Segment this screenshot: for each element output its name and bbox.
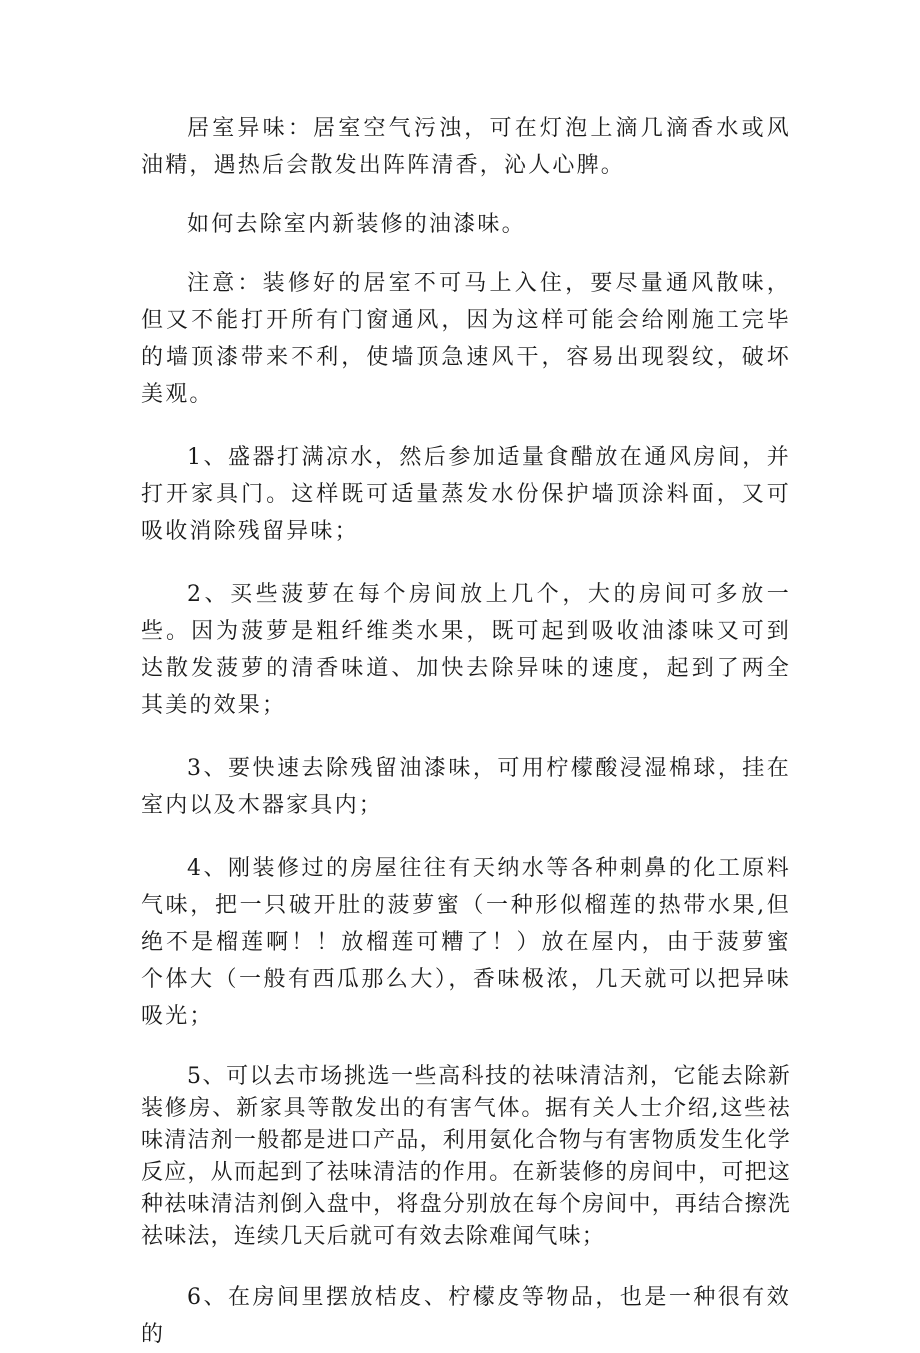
paragraph-step-2: 2、买些菠萝在每个房间放上几个，大的房间可多放一些。因为菠萝是粗纤维类水果，既可起到吸收油漆味又可到达散发菠萝的清香味道、加快去除异味的速度，起到了两全其美的效果； (141, 582, 791, 718)
paragraph-step-6: 6、在房间里摆放桔皮、柠檬皮等物品，也是一种很有效的 (141, 1285, 791, 1347)
paragraph-paint-odor-heading: 如何去除室内新装修的油漆味。 (187, 212, 526, 237)
paragraph-step-3: 3、要快速去除残留油漆味，可用柠檬酸浸湿棉球，挂在室内以及木器家具内； (141, 756, 791, 818)
paragraph-room-odor: 居室异味：居室空气污浊，可在灯泡上滴几滴香水或风油精，遇热后会散发出阵阵清香，沁人心脾。 (141, 116, 791, 178)
paragraph-step-4: 4、刚装修过的房屋往往有天纳水等各种刺鼻的化工原料气味，把一只破开肚的菠萝蜜（一种形似榴莲的热带水果,但绝不是榴莲啊！！放榴莲可糟了！）放在屋内，由于菠萝蜜个体大（一般有西瓜那么大），香味极浓，几天就可以把异味吸光； (141, 856, 791, 1029)
document-body (141, 110, 791, 1353)
paragraph-step-1: 1、盛器打满凉水，然后参加适量食醋放在通风房间，并打开家具门。这样既可适量蒸发水份保护墙顶涂料面，又可吸收消除残留异味； (141, 445, 791, 544)
paragraph-step-5: 5、可以去市场挑选一些高科技的祛味清洁剂，它能去除新装修房、新家具等散发出的有害气体。据有关人士介绍,这些祛味清洁剂一般都是进口产品，利用氨化合物与有害物质发生化学反应，从而起到了祛味清洁的作用。在新装修的房间中，可把这种祛味清洁剂倒入盘中，将盘分别放在每个房间中，再结合擦洗祛味法，连续几天后就可有效去除难闻气味； (141, 1064, 791, 1249)
paragraph-caution: 注意：装修好的居室不可马上入住，要尽量通风散味，但又不能打开所有门窗通风，因为这样可能会给刚施工完毕的墙顶漆带来不利，使墙顶急速风干，容易出现裂纹，破坏美观。 (141, 271, 791, 407)
